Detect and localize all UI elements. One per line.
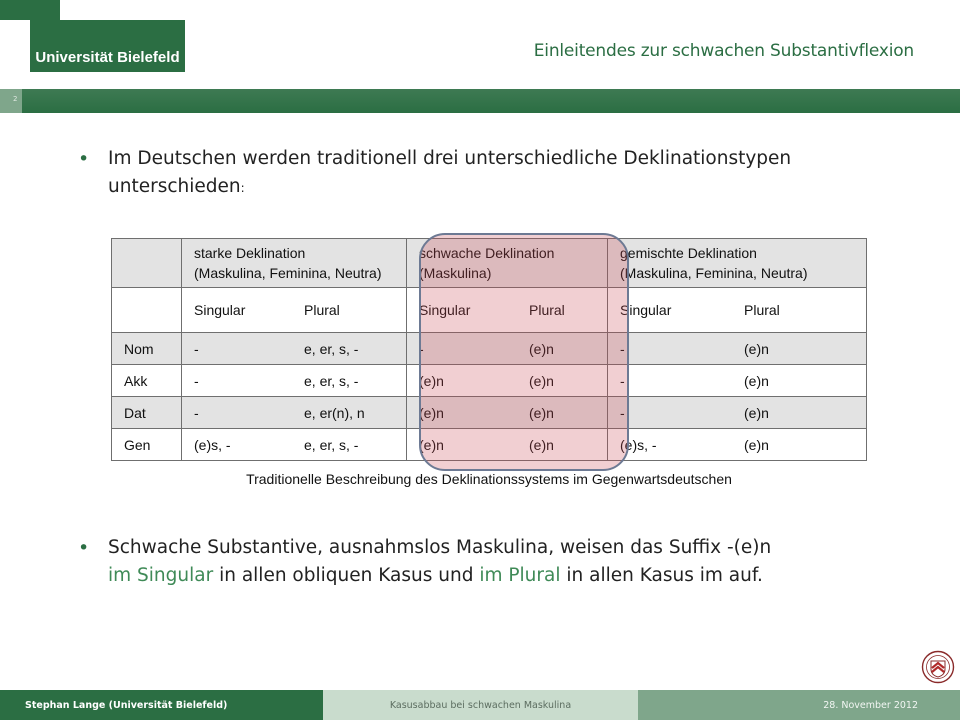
bullet-icon: • (78, 537, 90, 559)
table-cell: - (182, 397, 293, 429)
table-cell: (e)n (517, 365, 608, 397)
table-cell: - (608, 397, 733, 429)
table-cell: - (407, 333, 518, 365)
university-seal-icon (921, 650, 955, 684)
bullet-2-part1: Schwache Substantive, ausnahmslos Maskulina, weisen das Suffix -(e)n (108, 537, 772, 558)
table-cell: e, er, s, - (292, 365, 407, 397)
footer (0, 690, 960, 720)
table-cell: - (182, 333, 293, 365)
weak-declension-highlight (419, 233, 629, 471)
table-cell: e, er, s, - (292, 333, 407, 365)
table-cell: - (182, 365, 293, 397)
table-cell: (e)s, - (608, 429, 733, 461)
header-band (0, 89, 960, 113)
footer-author: Stephan Lange (Universität Bielefeld) (0, 690, 323, 720)
group-subtitle: (Maskulina, Feminina, Neutra) (620, 265, 808, 281)
table-cell: e, er, s, - (292, 429, 407, 461)
group-header-strong (182, 239, 407, 288)
subheader-cell: Singular (608, 288, 733, 333)
slide-number: 2 (13, 95, 18, 103)
table-cell: (e)n (407, 365, 518, 397)
bullet-2-part3: in allen Kasus im auf. (560, 565, 763, 586)
footer-topic: Kasusabbau bei schwachen Maskulina (323, 690, 638, 720)
table-cell: (e)n (517, 429, 608, 461)
group-title: schwache Deklination (419, 245, 555, 261)
case-label: Akk (112, 365, 182, 397)
subheader-cell: Singular (407, 288, 518, 333)
slide-title: Einleitendes zur schwachen Substantivflexion (533, 41, 914, 61)
case-label: Nom (112, 333, 182, 365)
subheader-cell: Plural (732, 288, 867, 333)
table-corner-cell (112, 239, 182, 288)
table-cell: (e)n (517, 333, 608, 365)
case-label: Dat (112, 397, 182, 429)
highlight-plural: im Plural (479, 565, 561, 586)
table-corner-cell-lower (112, 288, 182, 333)
bullet-1-text: Im Deutschen werden traditionell drei unterschiedliche Deklinationstypen unterschieden (108, 148, 792, 197)
bullet-2-part2: in allen obliquen Kasus und (213, 565, 480, 586)
subheader-cell: Singular (182, 288, 293, 333)
highlight-singular: im Singular (108, 565, 214, 586)
subheader-cell: Plural (292, 288, 407, 333)
table-cell: (e)n (732, 397, 867, 429)
logo-block (0, 0, 60, 20)
subheader-cell: Plural (517, 288, 608, 333)
table-cell: (e)n (732, 333, 867, 365)
bullet-text-1 (108, 145, 898, 202)
bullet-icon: • (78, 148, 90, 170)
logo-text: Universität Bielefeld (35, 49, 180, 66)
case-label: Gen (112, 429, 182, 461)
table-cell: (e)n (407, 429, 518, 461)
table-cell: - (608, 365, 733, 397)
group-subtitle: (Maskulina, Feminina, Neutra) (194, 265, 382, 281)
table-cell: (e)n (732, 429, 867, 461)
table-cell: (e)n (407, 397, 518, 429)
bullet-1-colon: : (240, 181, 245, 195)
group-subtitle: (Maskulina) (419, 265, 492, 281)
bullet-text-2 (108, 534, 898, 590)
group-title: starke Deklination (194, 245, 306, 261)
table-cell: - (608, 333, 733, 365)
table-cell: (e)n (517, 397, 608, 429)
header-band-accent (0, 89, 22, 113)
footer-date: 28. November 2012 (638, 690, 960, 720)
university-logo (30, 20, 185, 72)
table-cell: e, er(n), n (292, 397, 407, 429)
table-caption: Traditionelle Beschreibung des Deklinationssystems im Gegenwartsdeutschen (246, 471, 732, 487)
group-title: gemischte Deklination (620, 245, 757, 261)
table-cell: (e)n (732, 365, 867, 397)
group-header-mixed (608, 239, 867, 288)
table-cell: (e)s, - (182, 429, 293, 461)
